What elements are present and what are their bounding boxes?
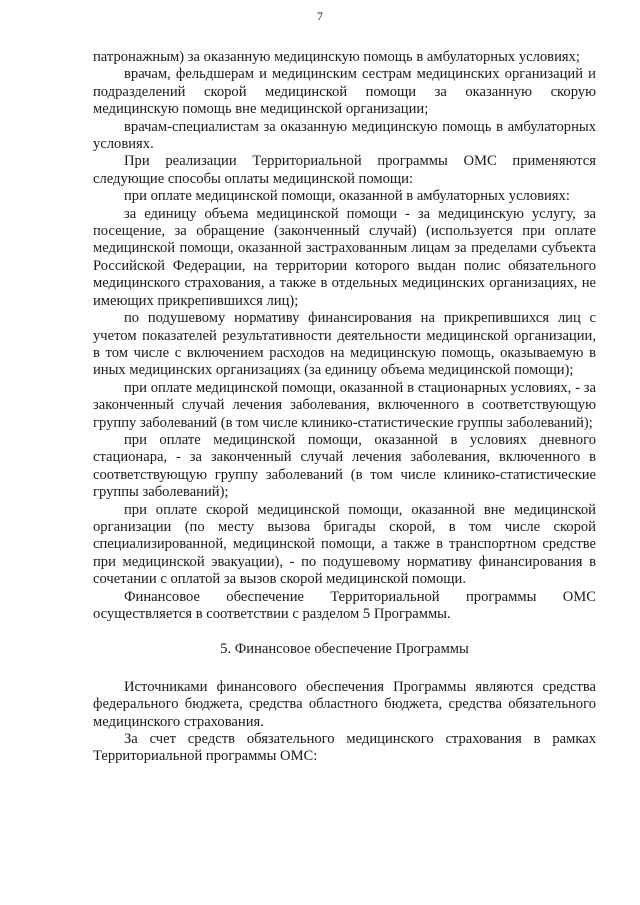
document-body — [93, 49, 596, 766]
paragraph: при оплате скорой медицинской помощи, оказанной вне медицинской организации (по месту вызова бригады скорой, в том числе скорой специализированной, медицинской помощи, а также в транспортном средстве при медицинской эвакуации), - по подушевому нормативу финансирования в сочетании с оплатой за вызов скорой медицинской помощи. — [93, 501, 596, 588]
paragraph: по подушевому нормативу финансирования на прикрепившихся лиц с учетом показателей результативности деятельности медицинской организации, в том числе с включением расходов на медицинскую помощь, оказываемую в иных медицинских организациях (за единицу объема медицинской помощи); — [93, 310, 596, 379]
page-number: 7 — [317, 9, 323, 23]
section-heading: 5. Финансовое обеспечение Программы — [220, 641, 469, 658]
paragraph: За счет средств обязательного медицинского страхования в рамках Территориальной программы ОМС: — [93, 731, 596, 765]
paragraph: за единицу объема медицинской помощи - за медицинскую услугу, за посещение, за обращение (законченный случай) (используется при оплате медицинской помощи, оказанной застрахованным лицам за пределами субъекта Российской Федерации, на территории которого выдан полис обязательного медицинского страхования, а также в отдельных медицинских организациях, не имеющих прикрепившихся лиц); — [93, 205, 596, 309]
paragraph: при оплате медицинской помощи, оказанной в стационарных условиях, - за законченный случай лечения заболевания, включенного в соответствующую группу заболеваний (в том числе клинико-статистические группы заболеваний); — [93, 379, 596, 431]
paragraph: врачам, фельдшерам и медицинским сестрам медицинских организаций и подразделений скорой медицинской помощи за оказанную скорую медицинскую помощь вне медицинской организации; — [93, 66, 596, 118]
paragraph: врачам-специалистам за оказанную медицинскую помощь в амбулаторных условиях. — [93, 118, 596, 153]
paragraph: При реализации Территориальной программы ОМС применяются следующие способы оплаты медицинской помощи: — [93, 153, 596, 187]
paragraph: Источниками финансового обеспечения Программы являются средства федерального бюджета, средства областного бюджета, средства обязательного медицинского страхования. — [93, 678, 596, 730]
paragraph: патронажным) за оказанную медицинскую помощь в амбулаторных условиях; — [93, 49, 580, 65]
paragraph: при оплате медицинской помощи, оказанной в амбулаторных условиях: — [124, 188, 570, 205]
paragraph: при оплате медицинской помощи, оказанной в условиях дневного стационара, - за законченный случай лечения заболевания, включенного в соответствующую группу заболеваний (в том числе клинико-статистические группы заболеваний); — [93, 431, 596, 501]
paragraph: Финансовое обеспечение Территориальной программы ОМС осуществляется в соответствии с разделом 5 Программы. — [93, 588, 596, 622]
